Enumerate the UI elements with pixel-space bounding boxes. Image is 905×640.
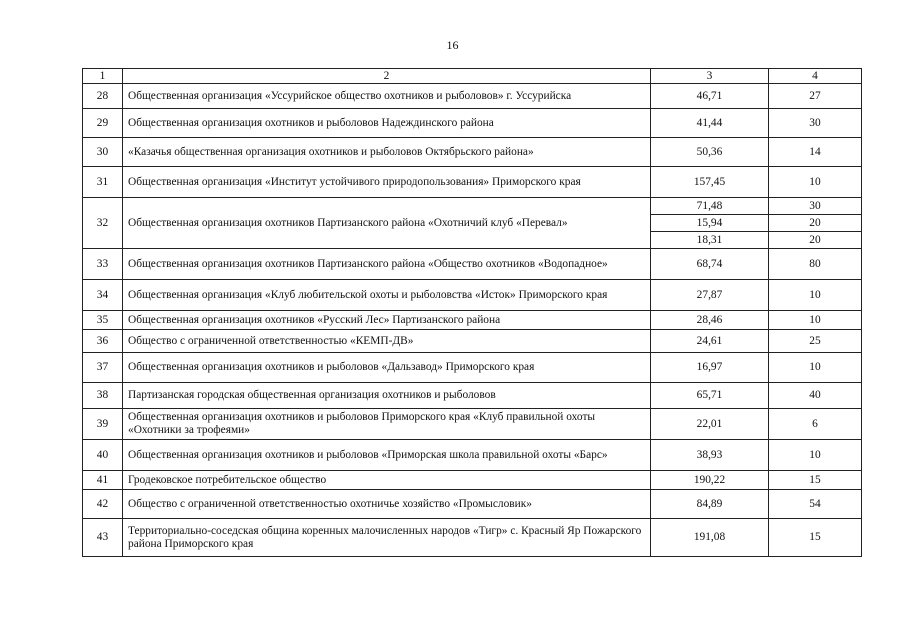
organization-name: Общественная организация «Институт устойчивого природопользования» Приморского края [123,167,651,198]
row-number: 33 [83,249,123,280]
count-cell: 10 [769,167,862,198]
count-cell: 15 [769,471,862,490]
table-row [83,519,862,557]
organization-name: Общественная организация охотников и рыболовов «Приморская школа правильной охоты «Барс» [123,440,651,471]
table-row [83,383,862,409]
area-cell: 24,61 [651,330,769,353]
row-number: 41 [83,471,123,490]
area-cell: 41,44 [651,109,769,138]
organization-name: «Казачья общественная организация охотников и рыболовов Октябрьского района» [123,138,651,167]
row-number: 29 [83,109,123,138]
table-row [83,109,862,138]
table-row [83,330,862,353]
organization-name: Партизанская городская общественная организация охотников и рыболовов [123,383,651,409]
row-number: 35 [83,311,123,330]
area-subvalue: 71,48 [651,198,768,215]
organization-name: Общественная организация «Уссурийское общество охотников и рыболовов» г. Уссурийска [123,84,651,109]
row-number: 36 [83,330,123,353]
table-row [83,471,862,490]
table-row [83,84,862,109]
area-cell: 27,87 [651,280,769,311]
table-row [83,490,862,519]
count-subvalue: 30 [769,198,861,215]
row-number: 30 [83,138,123,167]
count-cell [769,198,862,249]
table-row [83,167,862,198]
row-number: 43 [83,519,123,557]
area-subvalue: 18,31 [696,234,723,246]
organization-name: Общественная организация охотников «Русский Лес» Партизанского района [123,311,651,330]
row-number: 34 [83,280,123,311]
count-cell: 10 [769,311,862,330]
count-cell: 54 [769,490,862,519]
count-cell: 10 [769,280,862,311]
area-cell: 22,01 [651,409,769,440]
table-row [83,440,862,471]
organization-name: Общество с ограниченной ответственностью охотничье хозяйство «Промысловик» [123,490,651,519]
count-cell: 27 [769,84,862,109]
column-header: 1 [83,69,123,84]
count-cell: 80 [769,249,862,280]
row-number: 39 [83,409,123,440]
organization-name: Общественная организация охотников и рыболовов Надеждинского района [123,109,651,138]
table-row [83,353,862,383]
row-number: 42 [83,490,123,519]
organization-name: Общественная организация охотников и рыболовов «Дальзавод» Приморского края [123,353,651,383]
organization-name: Общественная организация охотников и рыболовов Приморского края «Клуб правильной охоты «Охотники за трофеями» [123,409,651,440]
area-cell: 28,46 [651,311,769,330]
count-cell: 15 [769,519,862,557]
organization-name: Гродековское потребительское общество [123,471,651,490]
area-cell: 190,22 [651,471,769,490]
row-number: 37 [83,353,123,383]
organization-name: Общественная организация «Клуб любительской охоты и рыболовства «Исток» Приморского края [123,280,651,311]
area-cell: 16,97 [651,353,769,383]
page-number: 16 [446,38,459,52]
area-cell: 65,71 [651,383,769,409]
area-cell: 191,08 [651,519,769,557]
organizations-table [82,68,862,557]
row-number: 31 [83,167,123,198]
table-row [83,311,862,330]
table-row [83,409,862,440]
area-cell: 50,36 [651,138,769,167]
count-cell: 14 [769,138,862,167]
count-cell: 6 [769,409,862,440]
table-row [83,249,862,280]
table-row [83,138,862,167]
column-header: 2 [123,69,651,84]
area-cell [651,198,769,249]
count-cell: 30 [769,109,862,138]
row-number: 38 [83,383,123,409]
column-header: 3 [651,69,769,84]
count-cell: 10 [769,353,862,383]
count-subvalue: 20 [769,215,861,232]
area-cell: 68,74 [651,249,769,280]
count-cell: 40 [769,383,862,409]
area-cell: 46,71 [651,84,769,109]
row-number: 32 [83,198,123,249]
count-cell: 10 [769,440,862,471]
row-number: 40 [83,440,123,471]
area-cell: 157,45 [651,167,769,198]
table-header-row [83,69,862,84]
organization-name: Общество с ограниченной ответственностью «КЕМП-ДВ» [123,330,651,353]
organization-name: Общественная организация охотников Партизанского района «Охотничий клуб «Перевал» [123,198,651,249]
area-cell: 84,89 [651,490,769,519]
table-row [83,280,862,311]
table-row [83,198,862,249]
count-cell: 25 [769,330,862,353]
organization-name: Общественная организация охотников Партизанского района «Общество охотников «Водопадное» [123,249,651,280]
row-number: 28 [83,84,123,109]
column-header: 4 [769,69,862,84]
area-subvalue: 15,94 [651,215,768,232]
organization-name: Территориально-соседская община коренных малочисленных народов «Тигр» с. Красный Яр Пожарского района Приморского края [123,519,651,557]
count-subvalue: 20 [809,234,821,246]
area-cell: 38,93 [651,440,769,471]
